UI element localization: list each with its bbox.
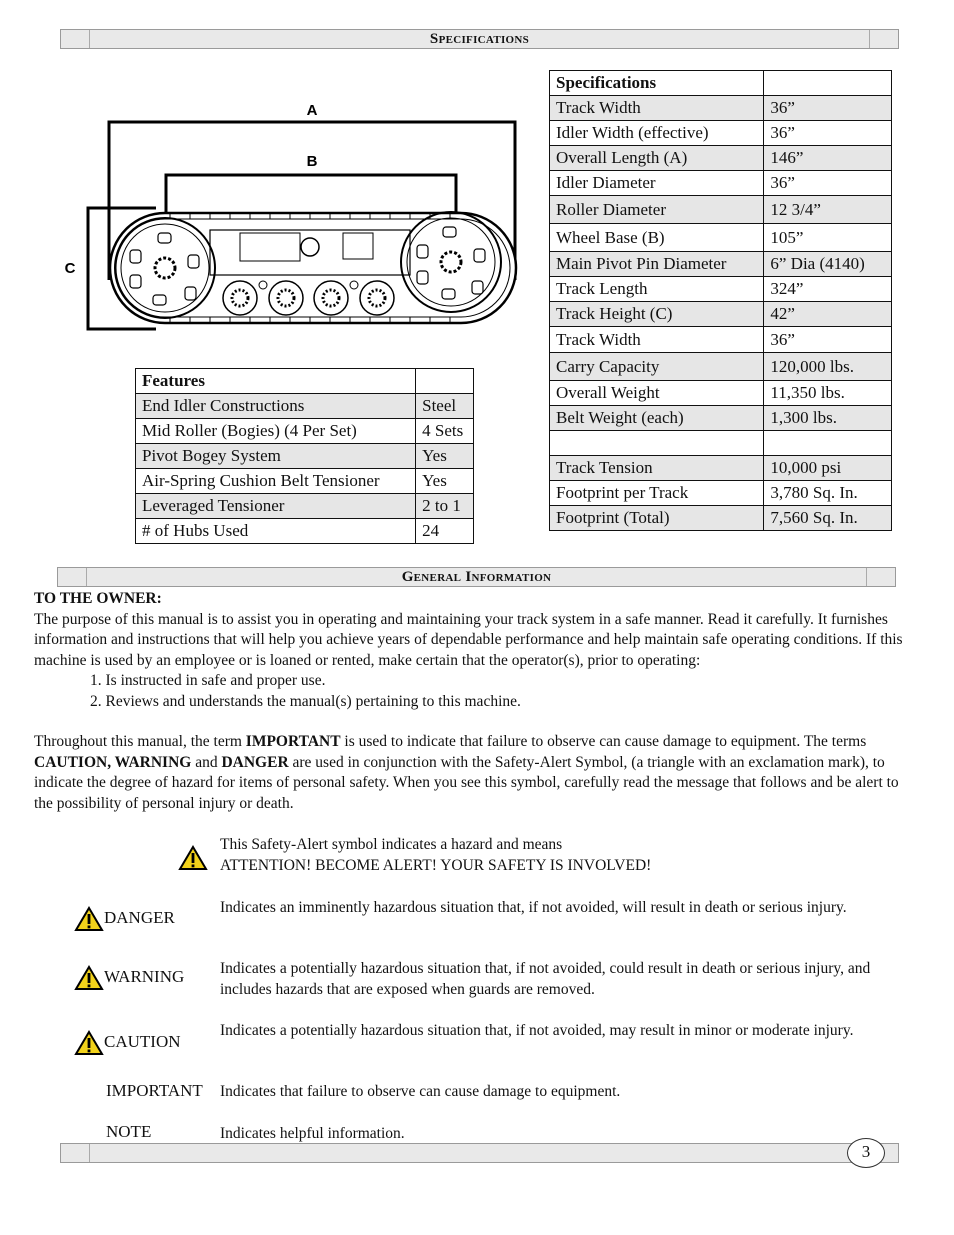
list-item: 2. Reviews and understands the manual(s) pertaining to this machine. <box>90 692 521 710</box>
table-row: End Idler Constructions Steel <box>136 394 474 419</box>
signal-word-paragraph: Throughout this manual, the term IMPORTANT is used to indicate that failure to observe can cause damage to equipment. The terms CAUTION, WARNING and DANGER are used in conjunction with the Safety-Alert Symbol, (a triangle with an exclamation mark), to indicate the degree of hazard for items of personal safety. When you see this symbol, carefully read the message that follows and be alert to the possibility of personal injury or death. <box>34 733 899 812</box>
table-row: Main Pivot Pin Diameter 6” Dia (4140) <box>550 252 892 277</box>
important-definition: Indicates that failure to observe can cause damage to equipment. <box>220 1083 621 1100</box>
features-header: Features <box>136 369 416 394</box>
signal-note: NOTE <box>106 1122 152 1141</box>
note-definition: Indicates helpful information. <box>220 1125 405 1142</box>
signal-important: IMPORTANT <box>106 1081 203 1100</box>
dim-label-c: C <box>64 260 76 277</box>
list-item: 1. Is instructed in safe and proper use. <box>90 672 326 689</box>
warning-triangle-icon <box>178 845 208 871</box>
page-number: 3 <box>847 1138 885 1168</box>
specifications-band <box>60 29 899 49</box>
warning-triangle-icon <box>74 906 104 932</box>
table-row: Track Width 36” <box>550 327 892 353</box>
footer-band <box>60 1143 899 1163</box>
table-row: Track Width 36” <box>550 96 892 121</box>
table-row: # of Hubs Used 24 <box>136 519 474 544</box>
danger-definition: Indicates an imminently hazardous situation that, if not avoided, will result in death or serious injury. <box>220 899 847 916</box>
dim-label-b: B <box>306 153 318 170</box>
warning-triangle-icon <box>74 965 104 991</box>
table-row: Wheel Base (B) 105” <box>550 224 892 252</box>
table-row: Track Length 324” <box>550 277 892 302</box>
signal-caution: CAUTION <box>74 1030 181 1056</box>
owner-paragraph: The purpose of this manual is to assist you in operating and maintaining your track system in a safe manner. Read it carefully. It furnishes information and instructions that will help you achieve years of dependable performance and help maintain safe operating conditions. If this machine is used by an employee or is loaned or rented, make certain that the operator(s), prior to operating: <box>34 610 903 669</box>
table-row: Pivot Bogey System Yes <box>136 444 474 469</box>
table-row: Overall Weight 11,350 lbs. <box>550 381 892 406</box>
table-row: Idler Diameter 36” <box>550 171 892 196</box>
table-row: Belt Weight (each) 1,300 lbs. <box>550 406 892 431</box>
dim-label-a: A <box>306 102 318 119</box>
table-row: Carry Capacity 120,000 lbs. <box>550 353 892 381</box>
table-row: Idler Width (effective) 36” <box>550 121 892 146</box>
warning-definition: Indicates a potentially hazardous situation that, if not avoided, could result in death or serious injury, and includes hazards that are exposed when guards are removed. <box>220 960 871 998</box>
general-information-band <box>57 567 896 587</box>
track-system-drawing <box>60 95 530 345</box>
safety-alert-text: This Safety-Alert symbol indicates a hazard and means ATTENTION! BECOME ALERT! YOUR SAFETY IS INVOLVED! <box>220 836 652 874</box>
table-row <box>550 431 892 456</box>
table-row: Roller Diameter 12 3/4” <box>550 196 892 224</box>
table-row: Overall Length (A) 146” <box>550 146 892 171</box>
section-title: General Information <box>401 569 552 585</box>
features-table <box>135 368 474 544</box>
spec-header: Specifications <box>550 71 764 96</box>
table-row: Air-Spring Cushion Belt Tensioner Yes <box>136 469 474 494</box>
signal-warning: WARNING <box>74 965 184 991</box>
table-row: Track Tension 10,000 psi <box>550 456 892 481</box>
warning-triangle-icon <box>74 1030 104 1056</box>
table-row: Leveraged Tensioner 2 to 1 <box>136 494 474 519</box>
table-row: Mid Roller (Bogies) (4 Per Set) 4 Sets <box>136 419 474 444</box>
owner-heading: TO THE OWNER: <box>34 590 162 607</box>
table-row: Footprint per Track 3,780 Sq. In. <box>550 481 892 506</box>
table-row: Track Height (C) 42” <box>550 302 892 327</box>
section-title: Specifications <box>429 31 530 47</box>
caution-definition: Indicates a potentially hazardous situation that, if not avoided, may result in minor or moderate injury. <box>220 1022 854 1039</box>
specifications-table <box>549 70 892 531</box>
owner-section <box>34 589 914 814</box>
signal-danger: DANGER <box>74 906 175 932</box>
table-row: Footprint (Total) 7,560 Sq. In. <box>550 506 892 531</box>
